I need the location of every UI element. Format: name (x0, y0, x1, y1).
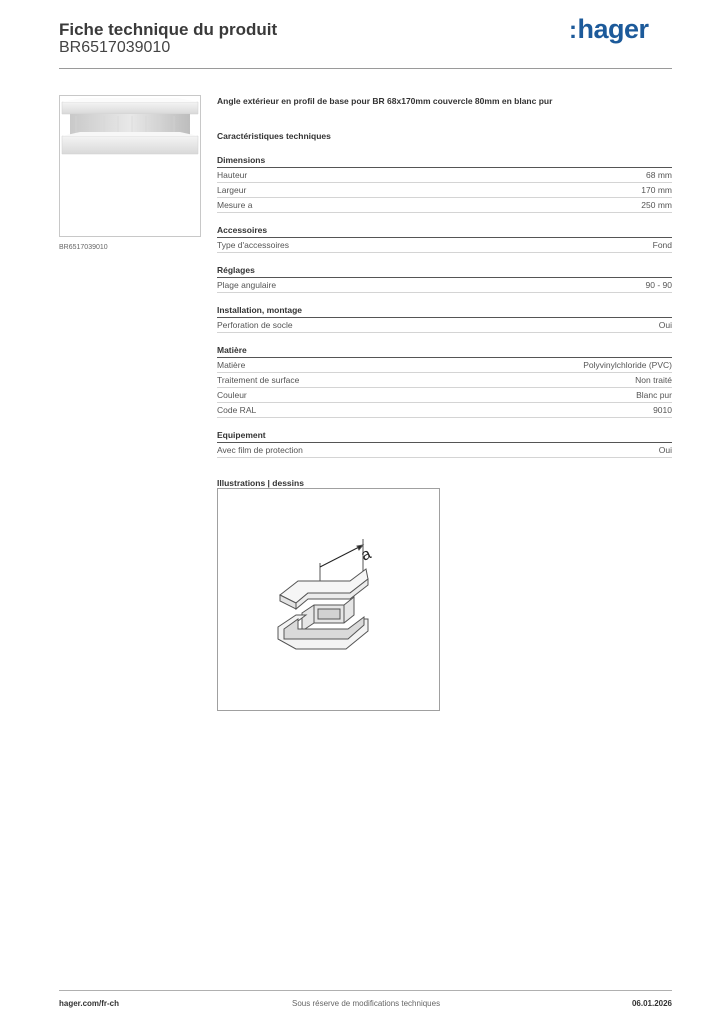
spec-row (217, 358, 672, 373)
section-settings (217, 265, 672, 293)
technical-characteristics-heading: Caractéristiques techniques (217, 131, 331, 141)
spec-value: Oui (658, 445, 672, 455)
section-material (217, 345, 672, 418)
spec-label: Perforation de socle (217, 320, 293, 330)
section-title: Accessoires (217, 225, 672, 238)
page-title: Fiche technique du produit (59, 20, 278, 39)
footer-date: 06.01.2026 (631, 999, 672, 1008)
spec-row (217, 403, 672, 418)
spec-value: 9010 (653, 405, 672, 415)
spec-row (217, 388, 672, 403)
dimension-label: a (358, 545, 374, 565)
spec-label: Matière (217, 360, 246, 370)
spec-row (217, 443, 672, 458)
section-accessories (217, 225, 672, 253)
photo-caption: BR6517039010 (59, 244, 108, 251)
section-title: Matière (217, 345, 672, 358)
spec-label: Plage angulaire (217, 280, 277, 290)
spec-row (217, 278, 672, 293)
section-title: Réglages (217, 265, 672, 278)
header-divider (59, 68, 672, 69)
product-photo (59, 95, 201, 237)
illustrations-heading: Illustrations | dessins (217, 478, 304, 488)
spec-value: Non traité (635, 375, 672, 385)
spec-label: Largeur (217, 185, 247, 195)
spec-row (217, 318, 672, 333)
spec-row (217, 238, 672, 253)
spec-row (217, 183, 672, 198)
product-description: Angle extérieur en profil de base pour BR 68x170mm couvercle 80mm en blanc pur (217, 96, 553, 106)
product-reference: BR6517039010 (59, 39, 171, 56)
spec-row (217, 198, 672, 213)
spec-label: Couleur (217, 390, 247, 400)
brand-logo: :hager (569, 14, 649, 44)
spec-value: 170 mm (641, 185, 672, 195)
section-installation (217, 305, 672, 333)
spec-value: 250 mm (641, 200, 672, 210)
specifications-panel (217, 96, 672, 488)
spec-label: Code RAL (217, 405, 257, 415)
spec-value: Polyvinylchloride (PVC) (583, 360, 672, 370)
footer-website: hager.com/fr-ch (59, 999, 120, 1008)
spec-label: Traitement de surface (217, 375, 300, 385)
spec-label: Hauteur (217, 170, 248, 180)
section-title: Dimensions (217, 155, 672, 168)
section-title: Equipement (217, 430, 672, 443)
technical-drawing (217, 488, 440, 711)
section-equipment (217, 430, 672, 458)
spec-row (217, 373, 672, 388)
spec-value: Fond (652, 240, 672, 250)
corner-profile-image (60, 96, 200, 236)
spec-value: Oui (658, 320, 672, 330)
section-dimensions (217, 155, 672, 213)
spec-row (217, 168, 672, 183)
spec-label: Mesure a (217, 200, 253, 210)
footer-divider (59, 990, 672, 991)
spec-value: 68 mm (646, 170, 672, 180)
spec-value: 90 - 90 (645, 280, 672, 290)
spec-value: Blanc pur (636, 390, 672, 400)
corner-dimension-drawing (218, 489, 439, 710)
footer-note: Sous réserve de modifications techniques (292, 999, 441, 1008)
section-title: Installation, montage (217, 305, 672, 318)
spec-label: Avec film de protection (217, 445, 303, 455)
spec-label: Type d'accessoires (217, 240, 290, 250)
